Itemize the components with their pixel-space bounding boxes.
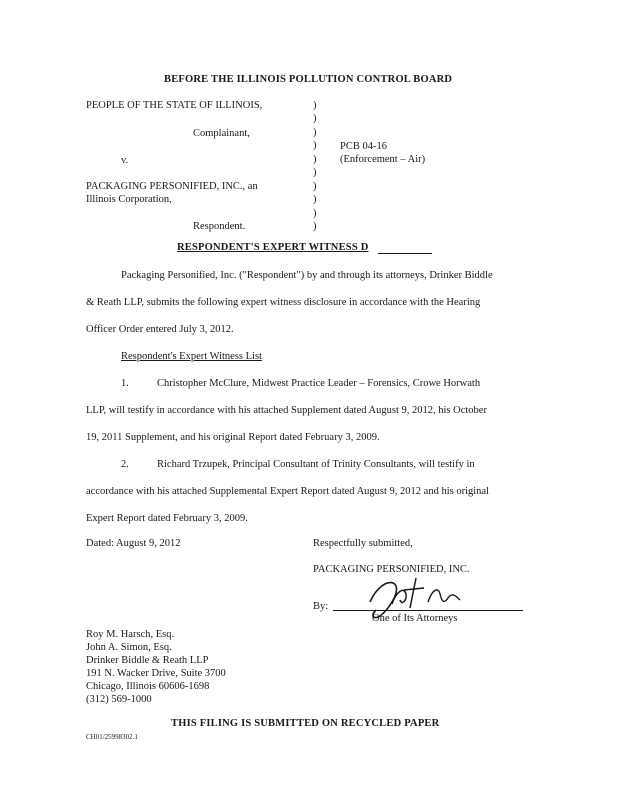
defendant-role: Respondent.: [193, 221, 246, 232]
document-title: RESPONDENT'S EXPERT WITNESS D: [177, 242, 369, 253]
attorney-line-4: 191 N. Wacker Drive, Suite 3700: [86, 668, 226, 679]
caption-paren: ): [313, 208, 317, 219]
caption-paren: ): [313, 140, 317, 151]
board-title: BEFORE THE ILLINOIS POLLUTION CONTROL BOARD: [164, 74, 453, 85]
dated-line: Dated: August 9, 2012: [86, 538, 181, 549]
case-number: PCB 04-16: [340, 141, 387, 152]
caption-paren: ): [313, 167, 317, 178]
item-1-number: 1.: [121, 378, 129, 389]
item-2-line-1: Richard Trzupek, Principal Consultant of Trinity Consultants, will testify in: [157, 459, 475, 470]
plaintiff-name: PEOPLE OF THE STATE OF ILLINOIS,: [86, 100, 263, 111]
case-type: (Enforcement – Air): [340, 154, 426, 165]
plaintiff-role: Complainant,: [193, 128, 250, 139]
company-name: PACKAGING PERSONIFIED, INC.: [313, 564, 470, 575]
item-1-line-3: 19, 2011 Supplement, and his original Report dated February 3, 2009.: [86, 432, 380, 443]
signer-caption: One of Its Attorneys: [372, 613, 458, 624]
attorney-line-3: Drinker Biddle & Reath LLP: [86, 655, 209, 666]
caption-paren: ): [313, 181, 317, 192]
caption-paren: ): [313, 154, 317, 165]
caption-paren: ): [313, 221, 317, 232]
item-1-line-2: LLP, will testify in accordance with his attached Supplement dated August 9, 2012, his October: [86, 405, 487, 416]
attorney-line-6: (312) 569-1000: [86, 694, 152, 705]
recycled-paper-notice: THIS FILING IS SUBMITTED ON RECYCLED PAPER: [171, 718, 440, 729]
witness-list-heading: Respondent's Expert Witness List: [121, 351, 262, 362]
item-2-line-2: accordance with his attached Supplemental Expert Report dated August 9, 2012 and his original: [86, 486, 489, 497]
defendant-name-line2: Illinois Corporation,: [86, 194, 172, 205]
item-2-number: 2.: [121, 459, 129, 470]
caption-paren: ): [313, 127, 317, 138]
defendant-name-line1: PACKAGING PERSONIFIED, INC., an: [86, 181, 258, 192]
attorney-line-1: Roy M. Harsch, Esq.: [86, 629, 175, 640]
title-underline-blank: [378, 253, 432, 254]
caption-paren: ): [313, 194, 317, 205]
item-1-line-1: Christopher McClure, Midwest Practice Leader – Forensics, Crowe Horwath: [157, 378, 481, 389]
item-2-line-3: Expert Report dated February 3, 2009.: [86, 513, 248, 524]
caption-paren: ): [313, 100, 317, 111]
intro-line-1: Packaging Personified, Inc. ("Respondent") by and through its attorneys, Drinker Biddle: [121, 270, 493, 281]
document-id: CH01/25998302.1: [86, 733, 138, 741]
attorney-line-2: John A. Simon, Esq.: [86, 642, 172, 653]
intro-line-3: Officer Order entered July 3, 2012.: [86, 324, 234, 335]
caption-paren: ): [313, 113, 317, 124]
attorney-line-5: Chicago, Illinois 60606-1698: [86, 681, 210, 692]
by-label: By:: [313, 601, 329, 612]
versus-label: v.: [121, 155, 129, 166]
intro-line-2: & Reath LLP, submits the following expert witness disclosure in accordance with the Hearing: [86, 297, 481, 308]
closing-line: Respectfully submitted,: [313, 538, 413, 549]
